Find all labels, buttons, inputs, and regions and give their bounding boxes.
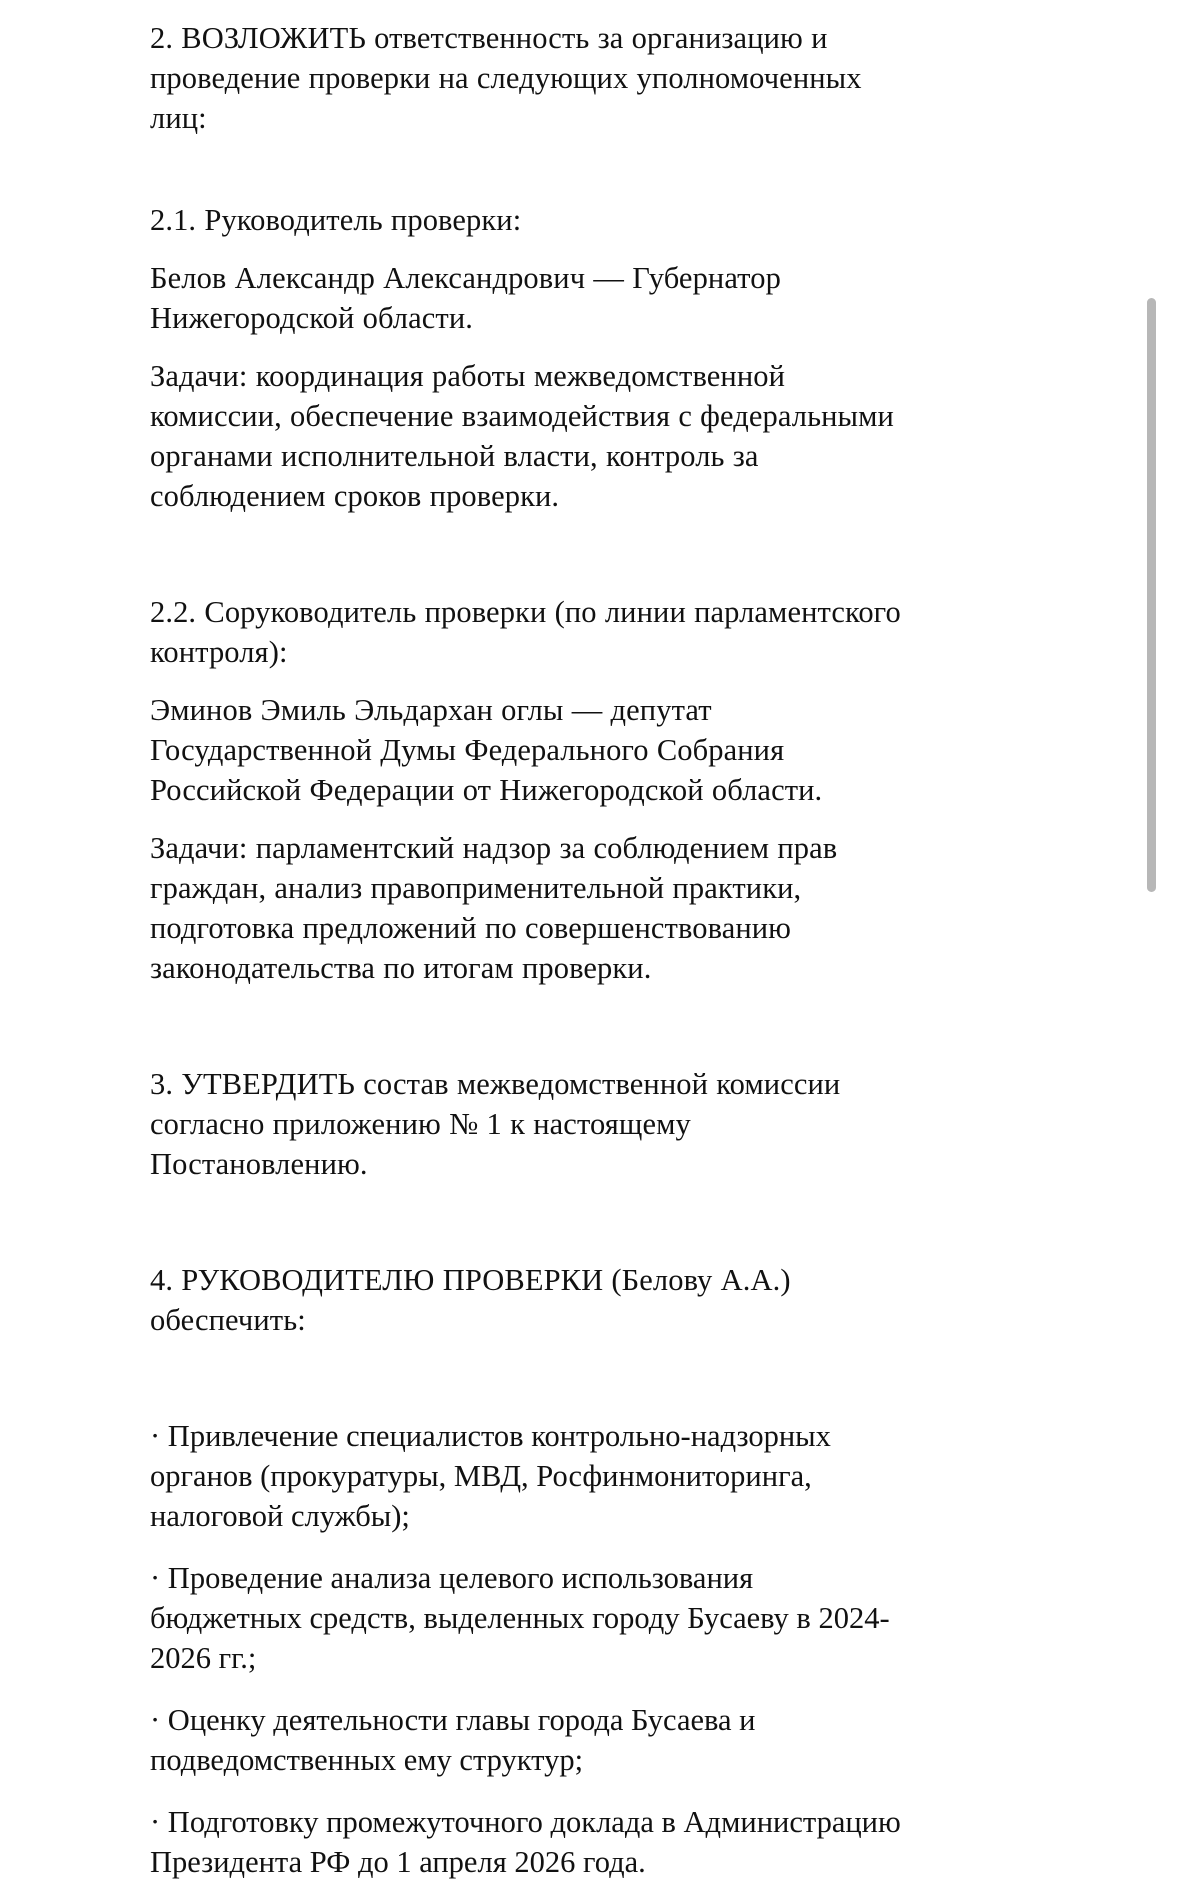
paragraph-clause-3: 3. УТВЕРДИТЬ состав межведомственной комиссии согласно приложению № 1 к настоящему Постановлению.: [150, 1067, 841, 1181]
vertical-scrollbar-track[interactable]: [1155, 0, 1169, 1818]
vertical-scrollbar-thumb[interactable]: [1147, 298, 1156, 892]
paragraph-clause-2-1-person: Белов Александр Александрович — Губернатор Нижегородской области.: [150, 261, 781, 335]
spacer: [150, 160, 910, 200]
list-item: [150, 1802, 910, 1882]
list-item-label: Оценку деятельности главы города Бусаева и подведомственных ему структур;: [150, 1703, 756, 1777]
spacer: [150, 538, 910, 592]
paragraph-clause-2-1-tasks: Задачи: координация работы межведомственной комиссии, обеспечение взаимодействия с федеральными органами исполнительной власти, контроль за соблюдением сроков проверки.: [150, 359, 894, 513]
spacer: [150, 1010, 910, 1064]
paragraph-clause-2-2-person: Эминов Эмиль Эльдархан оглы — депутат Государственной Думы Федерального Собрания Российской Федерации от Нижегородской области.: [150, 693, 823, 807]
bullet-marker-icon: ·: [150, 1419, 161, 1453]
paragraph-clause-2-2-heading: 2.2. Соруководитель проверки (по линии парламентского контроля):: [150, 595, 901, 669]
paragraph-clause-4: 4. РУКОВОДИТЕЛЮ ПРОВЕРКИ (Белову А.А.) обеспечить:: [150, 1263, 791, 1337]
list-item: [150, 1416, 910, 1536]
paragraph-clause-2-2-tasks: Задачи: парламентский надзор за соблюдением прав граждан, анализ правоприменительной практики, подготовка предложений по совершенствованию законодательства по итогам проверки.: [150, 831, 838, 985]
obligations-list: [150, 1416, 910, 1882]
bullet-marker-icon: ·: [150, 1703, 161, 1737]
spacer: [150, 1362, 910, 1416]
spacer: [150, 1206, 910, 1260]
list-item: [150, 1558, 910, 1678]
bullet-marker-icon: ·: [150, 1805, 161, 1839]
list-item: [150, 1700, 910, 1780]
paragraph-clause-2-1-heading: 2.1. Руководитель проверки:: [150, 203, 522, 237]
paragraph-clause-2: 2. ВОЗЛОЖИТЬ ответственность за организацию и проведение проверки на следующих уполномоченных лиц:: [150, 21, 862, 135]
bullet-marker-icon: ·: [150, 1561, 161, 1595]
list-item-label: Привлечение специалистов контрольно-надзорных органов (прокуратуры, МВД, Росфинмониторинга, налоговой службы);: [150, 1419, 831, 1533]
list-item-label: Проведение анализа целевого использования бюджетных средств, выделенных городу Бусаеву в 2024-2026 гг.;: [150, 1561, 890, 1675]
document-text-body: [150, 18, 910, 1904]
list-item-label: Подготовку промежуточного доклада в Администрацию Президента РФ до 1 апреля 2026 года.: [150, 1805, 901, 1879]
